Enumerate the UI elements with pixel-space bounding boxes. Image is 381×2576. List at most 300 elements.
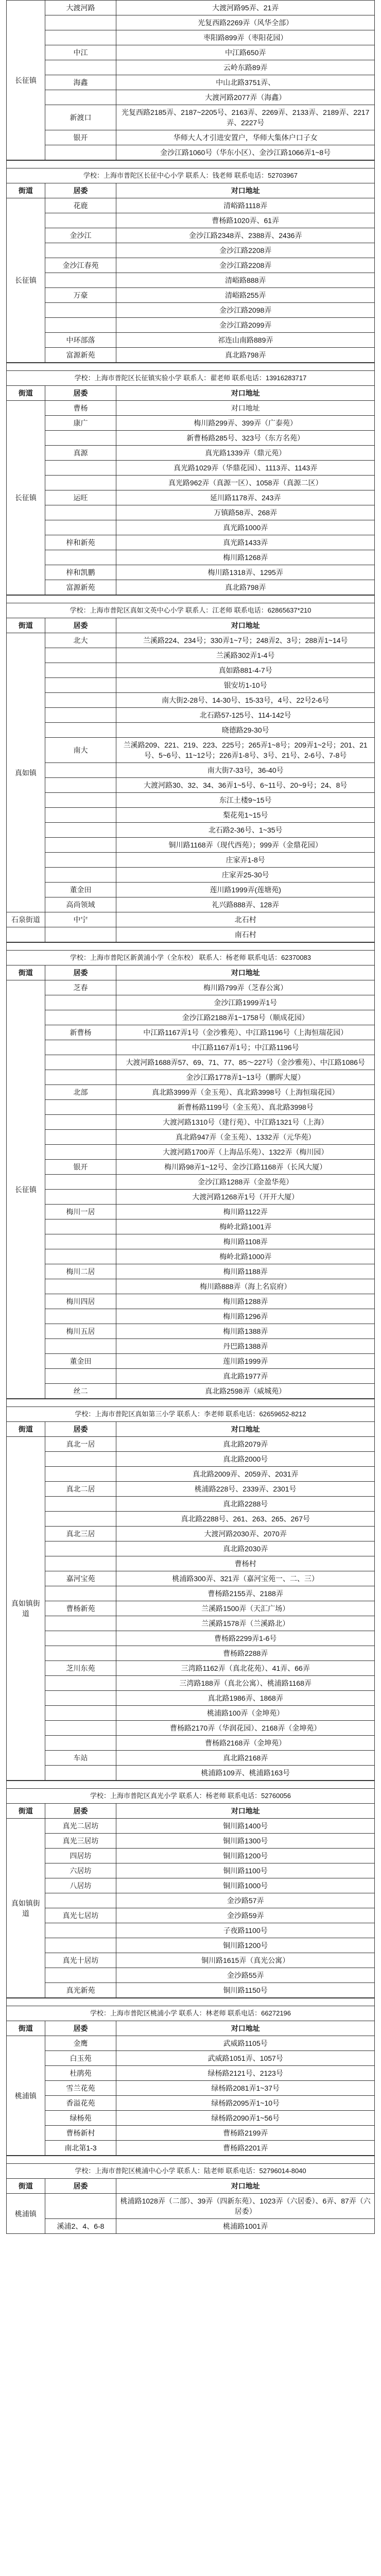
committee-cell [45, 663, 116, 678]
committee-cell: 香溢花苑 [45, 2096, 116, 2111]
table-row [7, 1527, 375, 1541]
committee-cell: 富源新苑 [45, 580, 116, 595]
address-cell: 金沙路57弄 [116, 1893, 375, 1908]
address-cell: 梅川路1122弄 [116, 1205, 375, 1219]
committee-cell [45, 1893, 116, 1908]
street-cell: 石泉街道 [7, 912, 45, 927]
committee-cell: 富源新苑 [45, 348, 116, 363]
table-row [7, 1601, 375, 1616]
committee-cell [45, 1055, 116, 1070]
table-row [7, 1384, 375, 1399]
table-row [7, 60, 375, 75]
address-cell: 中江路1167弄1号；中江路1196号 [116, 1040, 375, 1055]
address-cell: 梅川路1108弄 [116, 1234, 375, 1249]
address-cell: 北石路2-36号、1~35号 [116, 823, 375, 838]
table-row [7, 1309, 375, 1324]
table-row [7, 1055, 375, 1070]
address-cell: 金沙江路2348弄、2388弄、2436弄 [116, 228, 375, 243]
table-row [7, 431, 375, 446]
address-cell: 梅川路888弄（海上名宸府） [116, 1279, 375, 1294]
table-row [7, 1085, 375, 1100]
table-row [7, 738, 375, 763]
committee-cell [45, 520, 116, 535]
address-cell: 清峪路1118弄 [116, 198, 375, 213]
address-cell: 金沙江路1060号（华东小区）、金沙江路1066弄1~8号 [116, 145, 375, 160]
table-row [7, 868, 375, 883]
table-row [7, 1467, 375, 1482]
street-cell: 真如镇 [7, 633, 45, 912]
street-cell [7, 927, 45, 942]
committee-cell [45, 853, 116, 868]
committee-cell [45, 1190, 116, 1205]
address-cell: 真如路881-4-7号 [116, 663, 375, 678]
committee-cell: 曹杨新苑 [45, 1601, 116, 1616]
address-cell: 延川路1178弄、243弄 [116, 490, 375, 505]
committee-cell [45, 763, 116, 778]
committee-cell [45, 15, 116, 30]
address-cell: 华师大人才引进安置户，华师大集体户口子女 [116, 130, 375, 145]
address-cell: 兰溪路302弄1-4号 [116, 648, 375, 663]
table-row [7, 243, 375, 258]
table-row [7, 90, 375, 105]
street-cell: 真如镇街道 [7, 1437, 45, 1781]
committee-cell: 银开 [45, 130, 116, 145]
table-row [7, 2126, 375, 2141]
column-header: 居委 [45, 1422, 116, 1437]
table-row [7, 273, 375, 288]
committee-cell: 真光新苑 [45, 1983, 116, 1998]
table-row [7, 1721, 375, 1736]
table-row [7, 1849, 375, 1863]
committee-cell [45, 273, 116, 288]
address-cell: 梅川路1296弄 [116, 1309, 375, 1324]
committee-cell: 真光二居坊 [45, 1819, 116, 1834]
committee-cell [45, 461, 116, 476]
table-row [7, 130, 375, 145]
address-cell: 铜川路1000号 [116, 1878, 375, 1893]
column-header: 居委 [45, 386, 116, 401]
table-row [7, 1025, 375, 1040]
committee-cell [45, 1339, 116, 1354]
committee-cell [45, 60, 116, 75]
table-row [7, 883, 375, 897]
table-row [7, 565, 375, 580]
table-row [7, 633, 375, 648]
column-header: 居委 [45, 1804, 116, 1819]
table-row [7, 823, 375, 838]
committee-cell [45, 1923, 116, 1938]
committee-cell [45, 1175, 116, 1190]
address-cell: 梅川路1268弄 [116, 550, 375, 565]
table-row [7, 853, 375, 868]
table-row [7, 995, 375, 1010]
street-cell: 桃浦镇 [7, 2036, 45, 2156]
committee-cell [45, 1968, 116, 1983]
table-row [7, 2219, 375, 2234]
address-cell: 真北路2288号 [116, 1497, 375, 1512]
address-cell: 新曹杨路1199号（金玉苑）、真北路3998号 [116, 1100, 375, 1115]
table-row [7, 348, 375, 363]
column-header: 对口地址 [116, 1422, 375, 1437]
school-title: 学校：上海市普陀区桃浦中心小学 联系人：陆老师 联系电话：52796014-8040 [7, 2164, 375, 2179]
address-cell: 万镇路58弄、268弄 [116, 505, 375, 520]
address-cell: 中江路650弄 [116, 45, 375, 60]
table-row [7, 1, 375, 15]
committee-cell: 海鑫 [45, 75, 116, 90]
committee-cell: 万豪 [45, 288, 116, 303]
table-row [7, 1908, 375, 1923]
table-row [7, 1646, 375, 1661]
address-cell: 北石路57-125号、114-142号 [116, 708, 375, 723]
committee-cell [45, 213, 116, 228]
address-cell: 金沙江路2208弄 [116, 243, 375, 258]
committee-cell: 车站 [45, 1751, 116, 1766]
spacer [7, 161, 375, 168]
committee-cell: 真光十居坊 [45, 1953, 116, 1968]
address-cell: 兰溪路209、221、219、223、225号；265弄1~8号；209弄1~2号；201、21号、5~6号、11~12号；226弄1-8号、3号、21号、2-6号、7-8号 [116, 738, 375, 763]
address-cell: 绿杨路2081弄1~37号 [116, 2081, 375, 2096]
column-header: 对口地址 [116, 386, 375, 401]
column-header: 街道 [7, 1422, 45, 1437]
committee-cell: 金沙江 [45, 228, 116, 243]
spacer [7, 1781, 375, 1789]
committee-cell: 中环部落 [45, 333, 116, 348]
committee-cell [45, 1130, 116, 1145]
address-cell: 光复西路2269弄（风华全部） [116, 15, 375, 30]
committee-cell [45, 678, 116, 693]
column-header: 居委 [45, 2179, 116, 2194]
address-cell: 武威路1105号 [116, 2036, 375, 2051]
committee-cell: 南北第1-3 [45, 2141, 116, 2156]
address-cell: 新曹杨路285号、323号（东方名苑） [116, 431, 375, 446]
committee-cell: 雪兰花苑 [45, 2081, 116, 2096]
school-table [6, 363, 375, 595]
committee-cell [45, 995, 116, 1010]
address-cell: 梅川路1188弄 [116, 1264, 375, 1279]
address-cell: 真北路798弄 [116, 580, 375, 595]
committee-cell [45, 1541, 116, 1556]
committee-cell [45, 1219, 116, 1234]
address-cell: 真北路3999弄（金玉苑）、真北路3998号（上海恒瑞花园） [116, 1085, 375, 1100]
address-cell: 云岭东路89弄 [116, 60, 375, 75]
address-cell: 真光路1000弄 [116, 520, 375, 535]
committee-cell [45, 550, 116, 565]
address-cell: 桃浦路1001弄 [116, 2219, 375, 2234]
table-row [7, 1010, 375, 1025]
table-row [7, 1294, 375, 1309]
committee-cell: 银开 [45, 1160, 116, 1175]
column-header: 居委 [45, 183, 116, 198]
top-table [6, 0, 375, 160]
table-row [7, 1452, 375, 1467]
address-cell: 桃浦路109弄、桃浦路163号 [116, 1766, 375, 1781]
committee-cell [45, 1010, 116, 1025]
table-row [7, 75, 375, 90]
committee-cell [45, 708, 116, 723]
table-row [7, 1482, 375, 1497]
committee-cell [45, 2194, 116, 2219]
address-cell: 大渡河路1268弄1号（开开大厦） [116, 1190, 375, 1205]
committee-cell [45, 1691, 116, 1706]
address-cell: 金沙江路2188弄1~1758号（顺成花园） [116, 1010, 375, 1025]
table-row [7, 1676, 375, 1691]
table-row [7, 980, 375, 995]
address-cell: 真光路1433弄 [116, 535, 375, 550]
school-table [6, 160, 375, 363]
address-cell: 曹杨路2155弄、2188弄 [116, 1586, 375, 1601]
address-cell: 金沙路55弄 [116, 1968, 375, 1983]
address-cell: 铜川路1615弄（真光公寓） [116, 1953, 375, 1968]
address-cell: 桃浦路1028弄（二部）、39弄（四新东苑）、1023弄（六居委）、6弄、87弄（六居委） [116, 2194, 375, 2219]
committee-cell: 梅川一居 [45, 1205, 116, 1219]
table-row [7, 2141, 375, 2156]
committee-cell: 八居坊 [45, 1878, 116, 1893]
school-title: 学校：上海市普陀区长征镇实验小学 联系人：翟老师 联系电话：13916283717 [7, 371, 375, 386]
table-row [7, 1497, 375, 1512]
street-cell: 长征镇 [7, 980, 45, 1399]
committee-cell [45, 1145, 116, 1160]
committee-cell: 真源 [45, 446, 116, 461]
table-row [7, 793, 375, 808]
address-cell: 银安坊1-10号 [116, 678, 375, 693]
address-cell: 铜川路1168弄（现代西苑）；999弄（金鼎花园） [116, 838, 375, 853]
committee-cell: 嘉河宝苑 [45, 1571, 116, 1586]
table-row [7, 1100, 375, 1115]
table-row [7, 1736, 375, 1751]
table-row [7, 1130, 375, 1145]
school-table [6, 2156, 375, 2234]
address-cell: 丹巴路1388弄 [116, 1339, 375, 1354]
column-header: 街道 [7, 618, 45, 633]
committee-cell [45, 1616, 116, 1631]
table-row [7, 446, 375, 461]
table-row [7, 1279, 375, 1294]
committee-cell [45, 1309, 116, 1324]
committee-cell [45, 648, 116, 663]
committee-cell: 梅川二居 [45, 1264, 116, 1279]
address-cell: 真光路1029弄（华鼎花园）、1113弄、1143弄 [116, 461, 375, 476]
school-table [6, 1998, 375, 2156]
committee-cell: 北部 [45, 1085, 116, 1100]
table-row [7, 2194, 375, 2219]
address-cell: 曹杨路2299弄1-6号 [116, 1631, 375, 1646]
table-row [7, 1175, 375, 1190]
address-cell: 曹杨路1020弄、61弄 [116, 213, 375, 228]
school-title: 学校：上海市普陀区新黄浦小学（全东校） 联系人：杨老师 联系电话：62370083 [7, 951, 375, 965]
spacer [7, 943, 375, 951]
table-row [7, 808, 375, 823]
school-table [6, 595, 375, 942]
table-row [7, 1437, 375, 1452]
address-cell: 大渡河路30、32、34、36弄1~5号、6~11号、20~9号；24、8号 [116, 778, 375, 793]
committee-cell [45, 30, 116, 45]
address-cell: 铜川路1150号 [116, 1983, 375, 1998]
column-header: 街道 [7, 386, 45, 401]
table-row [7, 580, 375, 595]
address-cell: 真北路2168弄 [116, 1751, 375, 1766]
table-row [7, 2096, 375, 2111]
table-row [7, 838, 375, 853]
table-row [7, 1541, 375, 1556]
committee-cell: 真光七居坊 [45, 1908, 116, 1923]
committee-cell [45, 90, 116, 105]
address-cell: 子夜路1100号 [116, 1923, 375, 1938]
committee-cell: 六居坊 [45, 1863, 116, 1878]
school-title: 学校：上海市普陀区桃浦小学 联系人：林老师 联系电话：66272196 [7, 2006, 375, 2021]
committee-cell [45, 1234, 116, 1249]
committee-cell [45, 1676, 116, 1691]
column-header: 街道 [7, 183, 45, 198]
address-cell: 曹杨路2288弄 [116, 1646, 375, 1661]
spacer [7, 363, 375, 371]
committee-cell [45, 476, 116, 490]
table-row [7, 2081, 375, 2096]
table-row [7, 1983, 375, 1998]
committee-cell: 四居坊 [45, 1849, 116, 1863]
committee-cell: 梓和新苑 [45, 535, 116, 550]
address-cell: 铜川路1200号 [116, 1938, 375, 1953]
committee-cell: 新曹杨 [45, 1025, 116, 1040]
column-header: 居委 [45, 2021, 116, 2036]
address-cell: 清峪路255弄 [116, 288, 375, 303]
committee-cell [45, 1766, 116, 1781]
table-row [7, 1070, 375, 1085]
address-cell: 曹杨路2201弄 [116, 2141, 375, 2156]
committee-cell: 溪浦2、4、6-8 [45, 2219, 116, 2234]
table-row [7, 723, 375, 738]
table-row [7, 693, 375, 708]
table-row [7, 303, 375, 318]
committee-cell: 曹杨 [45, 401, 116, 416]
table-row [7, 401, 375, 416]
table-row [7, 663, 375, 678]
committee-cell [45, 1497, 116, 1512]
committee-cell: 大渡河路 [45, 1, 116, 15]
table-row [7, 145, 375, 160]
table-row [7, 333, 375, 348]
address-cell: 莲川路1999弄 [116, 1354, 375, 1369]
address-cell: 绿杨路2090弄1~56号 [116, 2111, 375, 2126]
table-row [7, 1040, 375, 1055]
table-row [7, 1923, 375, 1938]
address-cell: 曹杨路2199弄 [116, 2126, 375, 2141]
street-cell: 真如镇街道 [7, 1819, 45, 1998]
committee-cell [45, 243, 116, 258]
table-row [7, 1249, 375, 1264]
table-row [7, 2111, 375, 2126]
committee-cell [45, 505, 116, 520]
address-cell: 金沙江路2098弄 [116, 303, 375, 318]
committee-cell [45, 1556, 116, 1571]
column-header: 街道 [7, 1804, 45, 1819]
table-row [7, 1706, 375, 1721]
table-row [7, 763, 375, 778]
address-cell: 梅川路98弄1~12号、金沙江路1168弄（长风大厦） [116, 1160, 375, 1175]
address-cell: 桃浦路300弄、321弄（嘉河宝苑一、二、三） [116, 1571, 375, 1586]
column-header: 对口地址 [116, 2021, 375, 2036]
address-cell: 真光路1339弄（鼎元苑） [116, 446, 375, 461]
address-cell: 梅川路1288弄 [116, 1294, 375, 1309]
address-cell: 梅川路799弄（芝春公寓） [116, 980, 375, 995]
address-cell: 梅川路1318弄、1295弄 [116, 565, 375, 580]
table-row [7, 1691, 375, 1706]
address-cell: 真北路798弄 [116, 348, 375, 363]
address-cell: 兰溪路224、234号；330弄1~7号；248弄2、3号；288弄1~14号 [116, 633, 375, 648]
committee-cell: 南大 [45, 738, 116, 763]
committee-cell: 中宁 [45, 912, 116, 927]
committee-cell: 北大 [45, 633, 116, 648]
address-cell: 兰溪路1578弄（兰溪路北） [116, 1616, 375, 1631]
committee-cell: 中江 [45, 45, 116, 60]
address-cell: 北石村 [116, 912, 375, 927]
committee-cell: 杜鹃苑 [45, 2066, 116, 2081]
address-cell: 曹杨路2168弄（金坤苑） [116, 1736, 375, 1751]
committee-cell [45, 1512, 116, 1527]
address-cell: 梅岭北路1000弄 [116, 1249, 375, 1264]
table-row [7, 1819, 375, 1834]
table-row [7, 2066, 375, 2081]
table-row [7, 1751, 375, 1766]
committee-cell: 新渡口 [45, 105, 116, 130]
committee-cell: 真北一居 [45, 1437, 116, 1452]
committee-cell: 真北三居 [45, 1527, 116, 1541]
table-row [7, 678, 375, 693]
address-cell: 晓德路29-30号 [116, 723, 375, 738]
committee-cell: 丝二 [45, 1384, 116, 1399]
address-cell: 金沙江路2208弄 [116, 258, 375, 273]
table-row [7, 1616, 375, 1631]
table-row [7, 778, 375, 793]
committee-cell [45, 1736, 116, 1751]
address-cell: 祁连山南路889弄 [116, 333, 375, 348]
table-row [7, 1938, 375, 1953]
committee-cell [45, 318, 116, 333]
address-cell: 兰溪路1500弄（天汇广场） [116, 1601, 375, 1616]
table-row [7, 1878, 375, 1893]
address-cell: 梨花苑1~15号 [116, 808, 375, 823]
street-cell: 长征镇 [7, 1, 45, 160]
committee-cell: 董金田 [45, 1354, 116, 1369]
address-cell: 真北路2030弄 [116, 1541, 375, 1556]
table-row [7, 1571, 375, 1586]
table-row [7, 1953, 375, 1968]
table-row [7, 1512, 375, 1527]
address-cell: 真北路947弄（金玉苑）、1332弄（元华苑） [116, 1130, 375, 1145]
table-row [7, 45, 375, 60]
table-row [7, 1205, 375, 1219]
address-cell: 枣阳路899弄（枣阳花园） [116, 30, 375, 45]
address-cell: 金沙江路1778弄1~13号（鹏晖大厦） [116, 1070, 375, 1085]
address-cell: 东江土楼9~15号 [116, 793, 375, 808]
address-cell: 铜川路1100号 [116, 1863, 375, 1878]
committee-cell: 梅川四居 [45, 1294, 116, 1309]
table-row [7, 461, 375, 476]
column-header: 居委 [45, 965, 116, 980]
table-row [7, 1968, 375, 1983]
address-cell: 真北路2000号 [116, 1452, 375, 1467]
address-cell: 金沙江路1999弄1号 [116, 995, 375, 1010]
address-cell: 真北路2288号、261、263、265、267号 [116, 1512, 375, 1527]
table-row [7, 2036, 375, 2051]
address-cell: 梅川路1388弄 [116, 1324, 375, 1339]
committee-cell [45, 1646, 116, 1661]
table-row [7, 1661, 375, 1676]
table-row [7, 1115, 375, 1130]
table-row [7, 198, 375, 213]
address-cell: 南大街2-28号、14-30号、15-33号，4号、22号2-6号 [116, 693, 375, 708]
table-row [7, 1586, 375, 1601]
table-row [7, 1234, 375, 1249]
